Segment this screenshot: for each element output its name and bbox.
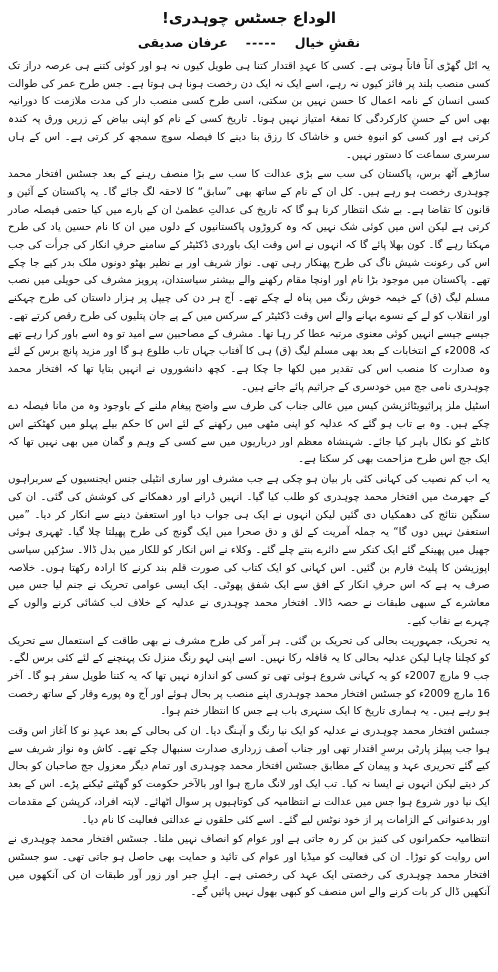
- byline-separator: -----: [245, 35, 277, 50]
- paragraph: جسٹس افتخار محمد چوہدری نے عدلیہ کو ایک نیا رنگ و آہنگ دیا۔ ان کی بحالی کے بعد عہدِ نو کا آغاز اس وقت ہوا جب پیپلز پارٹی برسرِ اقتدار تھی اور جناب آصف زرداری صدارت سنبھال چکے تھے۔ کاش وہ نواز شریف سے کیے گئے تحریری عہد و پیمان کے مطابق جسٹس افتخار محمد چوہدری اور تمام دیگر معزول جج صاحبان کو بحال کر دیتے لیکن انہوں نے ایسا نہ کیا۔ تب ایک اور لانگ مارچ ہوا اور بالآخر حکومت کو گھٹنے ٹیکنے پڑے۔ اس کے بعد ایک نیا دور شروع ہوا جس میں عدالت نے انتظامیہ کی کوتاہیوں پر سوال اٹھائے۔ لاپتہ افراد، کرپشن کے مقدمات اور بدعنوانی کے الزامات پر از خود نوٹس لیے گئے۔ اسے کئی حلقوں نے عدالتی فعالیت کا نام دیا۔: [8, 725, 490, 826]
- article-body: [8, 58, 490, 902]
- column-name: نقشِ خیال: [294, 35, 361, 50]
- paragraph: ساڑھے آٹھ برس، پاکستان کی سب سے بڑی عدالت کا سب سے بڑا منصف رہنے کے بعد جسٹس افتخار محمد چوہدری رخصت ہو رہے ہیں۔ کل ان کے نام کے ساتھ بھی ”سابق“ کا لاحقہ لگ جائے گا۔ یہ پاکستان کے آئین و قانون کا تقاضا ہے۔ بے شک انتظار کرنا ہو گا کہ تاریخ کی عدالتِ عظمیٰ ان کے بارے میں کیا حتمی فیصلہ صادر کرتی ہے لیکن اس میں کوئی شک نہیں کہ وہ کروڑوں پاکستانیوں کے دلوں میں ان کا نام حسین یاد کی طرح مہکتا رہے گا۔ کون بھلا پائے گا کہ انہوں نے اس وقت ایک باوردی ڈکٹیٹر کے سامنے حرفِ انکار کی جرأت کی جب اس کی رعونت شیش ناگ کی طرح پھنکار رہی تھی۔ نواز شریف اور بے نظیر بھٹو دونوں ملک بدر کیے جا چکے تھے۔ پاکستان میں موجود بڑا نام اور اونچا مقام رکھنے والے بیشتر سیاستدان، پرویز مشرف کی حویلی میں نصب مسلم لیگ (ق) کے خیمہ خوش رنگ میں پناہ لے چکے تھے۔ آج ہر دن کی چیپل پر ہزار داستان کی طرح چہکنے اور انقلاب کو لے کے نسوے بہانے والے اس وقت ڈکٹیٹر کے سرکس میں کے پے جان پتلیوں کی طرح رقص کرتے تھے۔ جیسے جیسے انہیں کوئی معنوی مرتبہ عطا کر رہا تھا۔ مشرف کے مصاحبین سے امید تو وہ اسے باور کرا رہے تھے کہ 2008ء کے انتخابات کے بعد بھی مسلم لیگ (ق) ہی کا آفتاب جہاں تاب طلوع ہو گا اور مزید پانچ برس کے لئے وہ صدارت کا منصب اس کی تقدیر میں لکھا جا چکا ہے۔ کچھ دانشوروں نے انہیں بتایا تھا کہ افتخار محمد چوہدری نامی جج میں خودسری کے جراثیم پائے جاتے ہیں۔: [8, 168, 490, 393]
- article-title: الوداع جسٹس چوہدری!: [161, 9, 336, 27]
- paragraph: انتظامیہ حکمرانوں کی کنیز بن کر رہ جاتی ہے اور عوام کو انصاف نہیں ملتا۔ جسٹس افتخار محمد چوہدری نے اس روایت کو توڑا۔ ان کی فعالیت کو میڈیا اور عوام کی تائید و حمایت بھی حاصل ہو جاتی تھی۔ سو جسٹس افتخار محمد چوہدری کی رخصتی ایک عہد کی رخصتی ہے۔ اہلِ جبر اور زور آور طبقات ان کی آنکھوں میں آنکھیں ڈال کر بات کرنے والے اس منصف کو کبھی بھول نہیں پائیں گے۔: [8, 833, 490, 899]
- paragraph: اسٹیل ملز پرائیویٹائزیشن کیس میں عالی جناب کی طرف سے واضح پیغام ملنے کے باوجود وہ من مانا فیصلہ دے چکے ہیں۔ وہ بے تاب ہو گئے کہ عدلیہ کو اپنی مٹھی میں رکھنے کے لئے اس کا حکم بیلے پہلو میں کھٹکتے اس کانٹے کو نکال باہر کیا جائے۔ شہنشاہ معظم اور درباریوں میں سے کسی کے وہم و گمان میں بھی نہیں تھا کہ ایک جج اس طرح مزاحمت بھی کر سکتا ہے۔: [8, 400, 490, 466]
- paragraph: یہ تحریک، جمہوریت بحالی کی تحریک بن گئی۔ ہر آمر کی طرح مشرف نے بھی طاقت کے استعمال سے تحریک کو کچلنا چاہا لیکن عدلیہ بحالی کا یہ قافلہ رکا نہیں۔ اسے اپنی لہو رنگ منزل تک پہنچنے کے لئے کئی برس لگے۔ جب 9 مارچ 2007ء کو یہ کہانی شروع ہوئی تھی تو کسی کو اندازہ نہیں تھا کہ یہ کتنا طویل سفر ہو گا۔ آخر 16 مارچ 2009ء کو جسٹس افتخار محمد چوہدری اپنے منصب پر بحال ہوئے اور آج وہ پورے وقار کے ساتھ رخصت ہو رہے ہیں۔ یہ ہماری تاریخ کا ایک سنہری باب ہے جس کا انتظار ختم ہوا۔: [8, 634, 490, 718]
- paragraph: یہ اب کم نصیب کی کہانی کئی بار بیان ہو چکی ہے جب مشرف اور ساری انٹیلی جنس ایجنسیوں کے سربراہوں کے جھرمٹ میں افتخار محمد چوہدری کو طلب کیا گیا۔ انہیں ڈرانے اور دھمکانے کی کوشش کی گئی۔ ان کی سنگین نتائج کی دھمکیاں دی گئیں لیکن انہوں نے ایک ہی جواب دیا اور استعفیٰ دینے سے انکار کر دیا۔ ”میں استعفیٰ نہیں دوں گا“ یہ جملہ آمریت کے لق و دق صحرا میں ایک گونج کی طرح پھیلتا چلا گیا۔ ٹھہری ہوئی جھیل میں پھینکے گئے ایک کنکر سے دائرے بنتے چلے گئے۔ وکلاء نے اس انکار کو للکار میں بدل ڈالا۔ سڑکیں سیاسی اپوزیشن کا پلیٹ فارم بن گئیں۔ اس کہانی کو ایک کتاب کی صورت قلم بند کرنے کا ارادہ رکھتا ہوں۔ خلاصہ صرف یہ ہے کہ اس حرفِ انکار کے افق سے ایک شفق پھوٹی۔ ایک ایسی عوامی تحریک نے جنم لیا جس میں معاشرے کے سبھی طبقات نے حصہ ڈالا۔ افتخار محمد چوہدری نے عدلیہ کے خلاف لب کشائی کرنے والوں کے چہرے بے نقاب کیے۔: [8, 473, 490, 627]
- author-name: عرفان صدیقی: [137, 35, 228, 50]
- paragraph: یہ اٹل گھڑی آناً فاناً ہوتی ہے۔ کسی کا عہدِ اقتدار کتنا ہی طویل کیوں نہ ہو اور کوئی کتنے ہی عرصہ دراز تک کسی منصب بلند پر فائز کیوں نہ رہے، اسے ایک نہ ایک دن رخصت ہونا ہی ہوتا ہے۔ جس طرح عمر کی طوالت کسی انسان کے نامہ اعمال کا حسن نہیں بن سکتی، اسی طرح کسی منصب دار کی مدت ملازمت کا دورانیہ بھی اس کے حسنِ کارکردگی کا تمغۂ امتیاز نہیں ہوتا۔ تاریخ کسی کے نام کو اپنی بیاض کے زریں ورق پہ کندہ کرتی ہے اور کسی کو انبوہِ خس و خاشاک کا رزق بنا دینے کا فیصلہ سوچ سمجھ کر کرتی ہے۔ اس کے ہاں سرسری سماعت کا دستور نہیں۔: [8, 60, 490, 161]
- byline: [8, 34, 490, 52]
